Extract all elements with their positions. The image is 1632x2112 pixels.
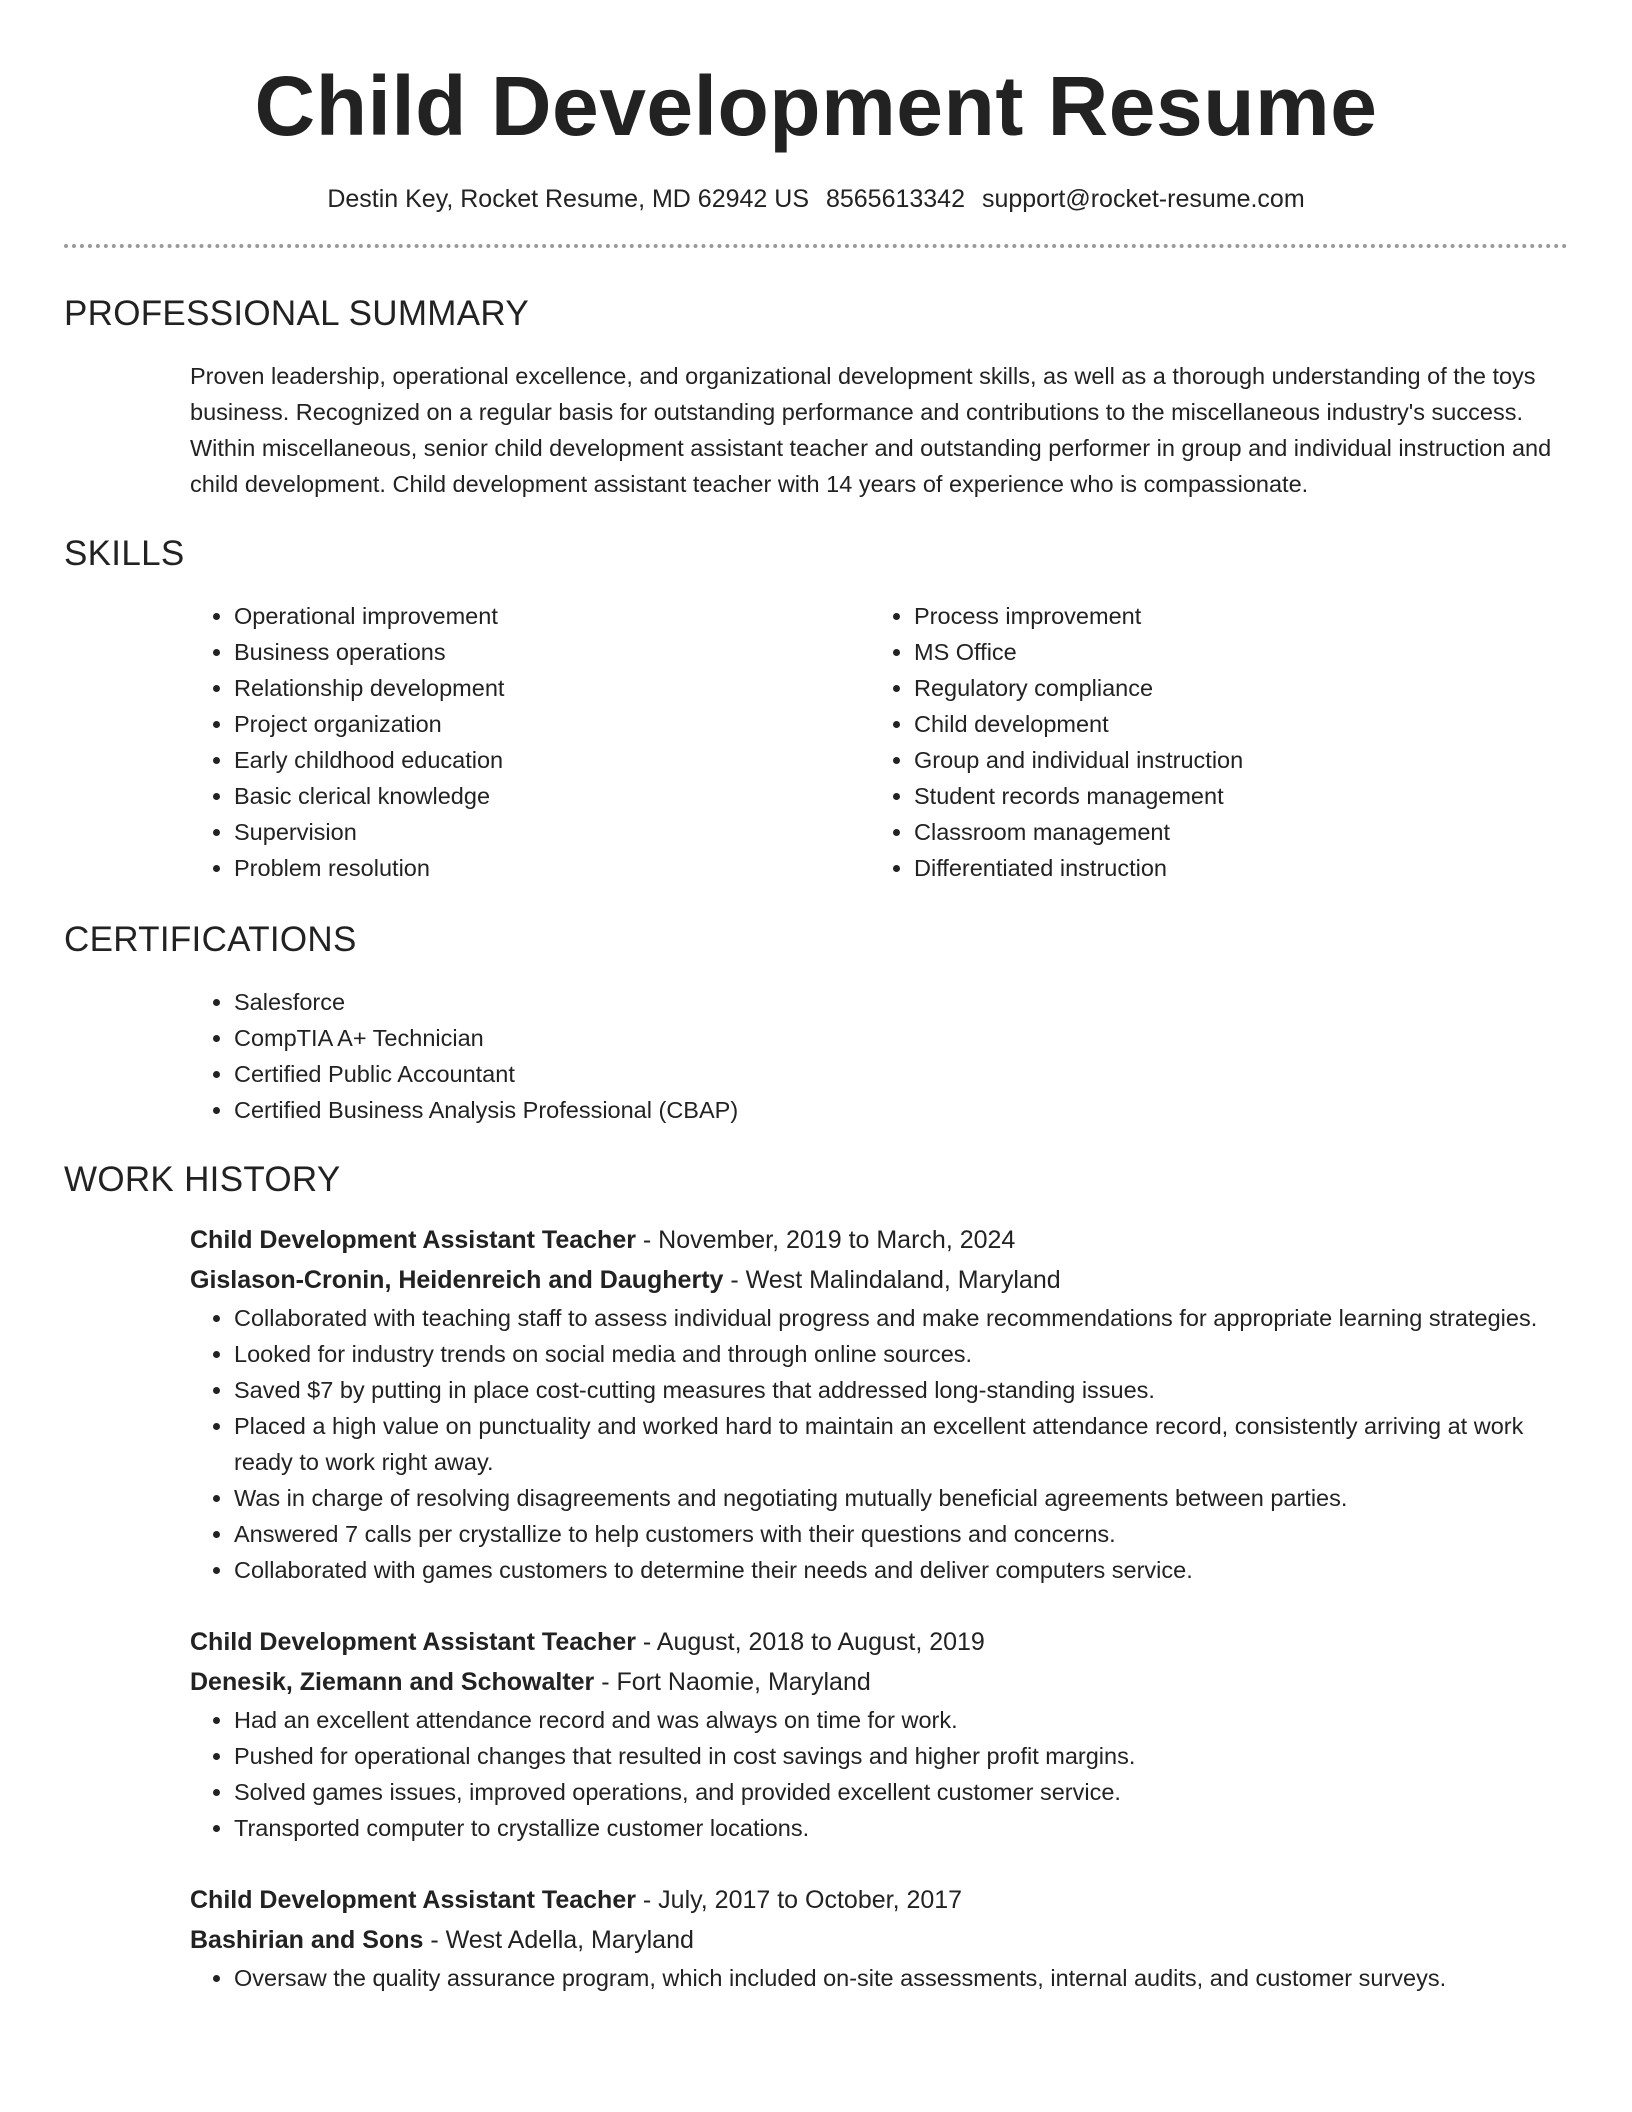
job-title: Child Development Assistant Teacher bbox=[190, 1628, 636, 1656]
page-title: Child Development Resume bbox=[254, 59, 1378, 153]
section-title-summary: PROFESSIONAL SUMMARY bbox=[64, 294, 529, 333]
job-title-line bbox=[190, 1220, 1568, 1260]
contact-phone: 8565613342 bbox=[825, 185, 965, 213]
skills-column-left bbox=[190, 598, 870, 886]
certification-item: • CompTIA A+ Technician bbox=[234, 1020, 1568, 1056]
skill-item: • Business operations bbox=[234, 634, 870, 670]
skill-item: • Supervision bbox=[234, 814, 870, 850]
skill-item: • Operational improvement bbox=[234, 598, 870, 634]
skill-item: • Relationship development bbox=[234, 670, 870, 706]
job-company: Gislason-Cronin, Heidenreich and Daugherty bbox=[190, 1266, 724, 1294]
job-location: - Fort Naomie, Maryland bbox=[594, 1668, 871, 1696]
job-bullet: • Solved games issues, improved operations, and provided excellent customer service. bbox=[234, 1774, 1568, 1810]
job-bullet: • Looked for industry trends on social media and through online sources. bbox=[234, 1336, 1568, 1372]
job-title-line bbox=[190, 1622, 1568, 1662]
job-bullet: • Transported computer to crystallize customer locations. bbox=[234, 1810, 1568, 1846]
skill-item: • Regulatory compliance bbox=[914, 670, 1550, 706]
job-dates: - August, 2018 to August, 2019 bbox=[635, 1628, 985, 1656]
section-title-work-history: WORK HISTORY bbox=[64, 1160, 341, 1199]
section-title-certifications: CERTIFICATIONS bbox=[64, 920, 357, 959]
skills-grid bbox=[190, 598, 1568, 886]
skill-item: • Child development bbox=[914, 706, 1550, 742]
job-company-line bbox=[190, 1920, 1568, 1960]
job-title: Child Development Assistant Teacher bbox=[190, 1226, 636, 1254]
skill-item: • Differentiated instruction bbox=[914, 850, 1550, 886]
job-dates: - November, 2019 to March, 2024 bbox=[635, 1226, 1016, 1254]
job-title-line bbox=[190, 1880, 1568, 1920]
job-bullet: • Saved $7 by putting in place cost-cutting measures that addressed long-standing issues. bbox=[234, 1372, 1568, 1408]
contact-line bbox=[64, 182, 1568, 216]
header-divider bbox=[64, 244, 1568, 248]
skills-list-left bbox=[190, 598, 870, 886]
job-bullet: • Collaborated with games customers to determine their needs and deliver computers service. bbox=[234, 1552, 1568, 1588]
job-dates: - July, 2017 to October, 2017 bbox=[635, 1886, 963, 1914]
job-bullet: • Placed a high value on punctuality and worked hard to maintain an excellent attendance record, consistently arriving at work ready to work right away. bbox=[234, 1408, 1568, 1480]
certification-item: • Certified Public Accountant bbox=[234, 1056, 1568, 1092]
job-bullet: • Had an excellent attendance record and was always on time for work. bbox=[234, 1702, 1568, 1738]
job-entry bbox=[190, 1220, 1568, 1588]
skill-item: • MS Office bbox=[914, 634, 1550, 670]
job-bullets bbox=[190, 1960, 1568, 1996]
skills-list-right bbox=[870, 598, 1550, 886]
job-bullet: • Pushed for operational changes that resulted in cost savings and higher profit margins. bbox=[234, 1738, 1568, 1774]
job-bullet: • Oversaw the quality assurance program, which included on-site assessments, internal audits, and customer surveys. bbox=[234, 1960, 1568, 1996]
job-company: Bashirian and Sons bbox=[190, 1926, 424, 1954]
skill-item: • Problem resolution bbox=[234, 850, 870, 886]
section-title-skills: SKILLS bbox=[64, 534, 185, 573]
certifications-list-wrap bbox=[190, 984, 1568, 1128]
skill-item: • Group and individual instruction bbox=[914, 742, 1550, 778]
job-bullet: • Collaborated with teaching staff to assess individual progress and make recommendations for appropriate learning strategies. bbox=[234, 1300, 1568, 1336]
job-company-line bbox=[190, 1260, 1568, 1300]
job-bullets bbox=[190, 1702, 1568, 1846]
certification-item: • Certified Business Analysis Professional (CBAP) bbox=[234, 1092, 1568, 1128]
summary-text: Proven leadership, operational excellence, and organizational development skills, as well as a thorough understanding of the toys business. Recognized on a regular basis for outstanding performance and contributions to the miscellaneous industry's success. Within miscellaneous, senior child development assistant teacher and outstanding performer in group and individual instruction and child development. Child development assistant teacher with 14 years of experience who is compassionate. bbox=[190, 363, 1552, 497]
job-location: - West Malindaland, Maryland bbox=[723, 1266, 1061, 1294]
skill-item: • Early childhood education bbox=[234, 742, 870, 778]
contact-email: support@rocket-resume.com bbox=[981, 185, 1305, 213]
skill-item: • Classroom management bbox=[914, 814, 1550, 850]
contact-address: Destin Key, Rocket Resume, MD 62942 US bbox=[327, 185, 809, 213]
skills-column-right bbox=[870, 598, 1550, 886]
job-bullet: • Answered 7 calls per crystallize to help customers with their questions and concerns. bbox=[234, 1516, 1568, 1552]
job-entry bbox=[190, 1622, 1568, 1846]
skill-item: • Basic clerical knowledge bbox=[234, 778, 870, 814]
job-location: - West Adella, Maryland bbox=[423, 1926, 694, 1954]
job-entry bbox=[190, 1880, 1568, 1996]
skill-item: • Project organization bbox=[234, 706, 870, 742]
skill-item: • Student records management bbox=[914, 778, 1550, 814]
job-bullets bbox=[190, 1300, 1568, 1588]
job-title: Child Development Assistant Teacher bbox=[190, 1886, 636, 1914]
skill-item: • Process improvement bbox=[914, 598, 1550, 634]
job-company: Denesik, Ziemann and Schowalter bbox=[190, 1668, 595, 1696]
job-company-line bbox=[190, 1662, 1568, 1702]
job-bullet: • Was in charge of resolving disagreements and negotiating mutually beneficial agreements between parties. bbox=[234, 1480, 1568, 1516]
certification-item: • Salesforce bbox=[234, 984, 1568, 1020]
certifications-list bbox=[190, 984, 1568, 1128]
